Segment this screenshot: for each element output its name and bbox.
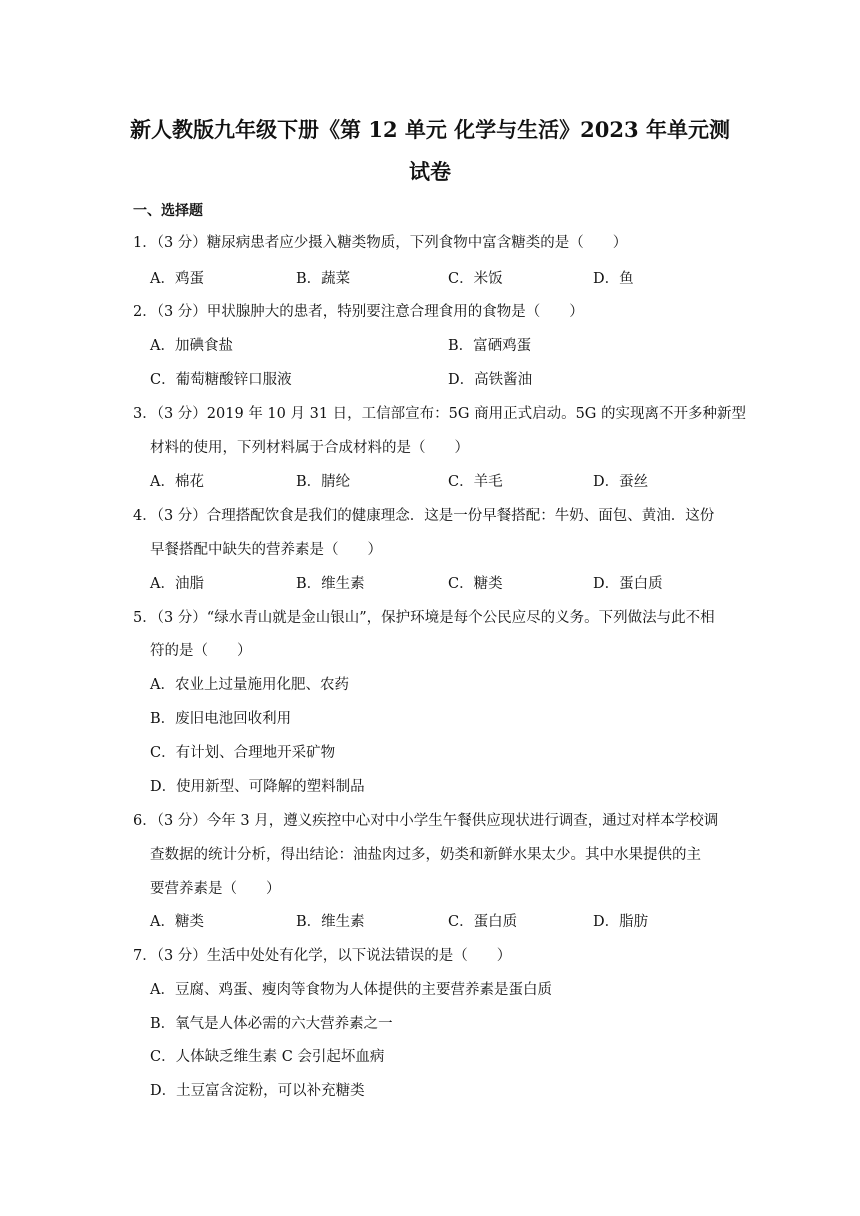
question-4-option-c: C．糖类 bbox=[448, 576, 503, 592]
question-7-option-c: C．人体缺乏维生素 C 会引起坏血病 bbox=[150, 1049, 385, 1065]
question-4-option-a: A．油脂 bbox=[150, 576, 204, 592]
question-1-option-c: C．米饭 bbox=[448, 271, 503, 287]
question-6-stem-line-1: 6．（3 分）今年 3 月，遵义疾控中心对中小学生午餐供应现状进行调查，通过对样本学校调 bbox=[133, 813, 719, 829]
question-6-stem-line-3: 要营养素是（ ） bbox=[150, 881, 281, 897]
question-3-option-b: B．腈纶 bbox=[296, 474, 351, 490]
question-1-option-a: A．鸡蛋 bbox=[150, 271, 204, 287]
question-6-option-b: B．维生素 bbox=[296, 914, 365, 930]
question-7-option-b: B．氧气是人体必需的六大营养素之一 bbox=[150, 1016, 393, 1032]
question-2-option-c: C．葡萄糖酸锌口服液 bbox=[150, 372, 292, 388]
question-1-stem: 1．（3 分）糖尿病患者应少摄入糖类物质，下列食物中富含糖类的是（ ） bbox=[133, 235, 628, 251]
question-4-stem-line-1: 4．（3 分）合理搭配饮食是我们的健康理念．这是一份早餐搭配：牛奶、面包、黄油．这份 bbox=[133, 508, 715, 524]
question-5-option-d: D．使用新型、可降解的塑料制品 bbox=[150, 779, 365, 795]
page-title-line-1: 新人教版九年级下册《第 12 单元 化学与生活》2023 年单元测 bbox=[130, 117, 730, 142]
question-6-option-c: C．蛋白质 bbox=[448, 914, 518, 930]
question-4-option-b: B．维生素 bbox=[296, 576, 365, 592]
question-1-option-b: B．蔬菜 bbox=[296, 271, 351, 287]
question-1-option-d: D．鱼 bbox=[593, 271, 634, 287]
question-6-option-d: D．脂肪 bbox=[593, 914, 649, 930]
question-5-option-b: B．废旧电池回收利用 bbox=[150, 711, 292, 727]
question-2-option-b: B．富硒鸡蛋 bbox=[448, 338, 532, 354]
question-7-option-d: D．土豆富含淀粉，可以补充糖类 bbox=[150, 1083, 365, 1099]
question-5-option-c: C．有计划、合理地开采矿物 bbox=[150, 745, 336, 761]
question-5-option-a: A．农业上过量施用化肥、农药 bbox=[150, 677, 349, 693]
question-3-stem-line-2: 材料的使用，下列材料属于合成材料的是（ ） bbox=[150, 440, 469, 456]
question-3-stem-line-1: 3．（3 分）2019 年 10 月 31 日，工信部宣布：5G 商用正式启动。5G 的实现离不开多种新型 bbox=[133, 406, 746, 422]
question-3-option-c: C．羊毛 bbox=[448, 474, 503, 490]
question-2-stem: 2．（3 分）甲状腺肿大的患者，特别要注意合理食用的食物是（ ） bbox=[133, 304, 584, 320]
page-title-line-2: 试卷 bbox=[409, 159, 451, 184]
question-5-stem-line-1: 5．（3 分）“绿水青山就是金山银山”，保护环境是每个公民应尽的义务。下列做法与此不相 bbox=[133, 610, 715, 626]
question-4-stem-line-2: 早餐搭配中缺失的营养素是（ ） bbox=[150, 542, 382, 558]
question-5-stem-line-2: 符的是（ ） bbox=[150, 643, 252, 659]
question-7-option-a: A．豆腐、鸡蛋、瘦肉等食物为人体提供的主要营养素是蛋白质 bbox=[150, 982, 552, 998]
question-3-option-a: A．棉花 bbox=[150, 474, 204, 490]
question-2-option-d: D．高铁酱油 bbox=[448, 372, 533, 388]
question-6-option-a: A．糖类 bbox=[150, 914, 204, 930]
question-3-option-d: D．蚕丝 bbox=[593, 474, 649, 490]
question-6-stem-line-2: 查数据的统计分析，得出结论：油盐肉过多，奶类和新鲜水果太少。其中水果提供的主 bbox=[150, 847, 701, 863]
question-4-option-d: D．蛋白质 bbox=[593, 576, 663, 592]
section-heading: 一、选择题 bbox=[133, 203, 203, 219]
question-7-stem: 7．（3 分）生活中处处有化学，以下说法错误的是（ ） bbox=[133, 948, 512, 964]
question-2-option-a: A．加碘食盐 bbox=[150, 338, 233, 354]
